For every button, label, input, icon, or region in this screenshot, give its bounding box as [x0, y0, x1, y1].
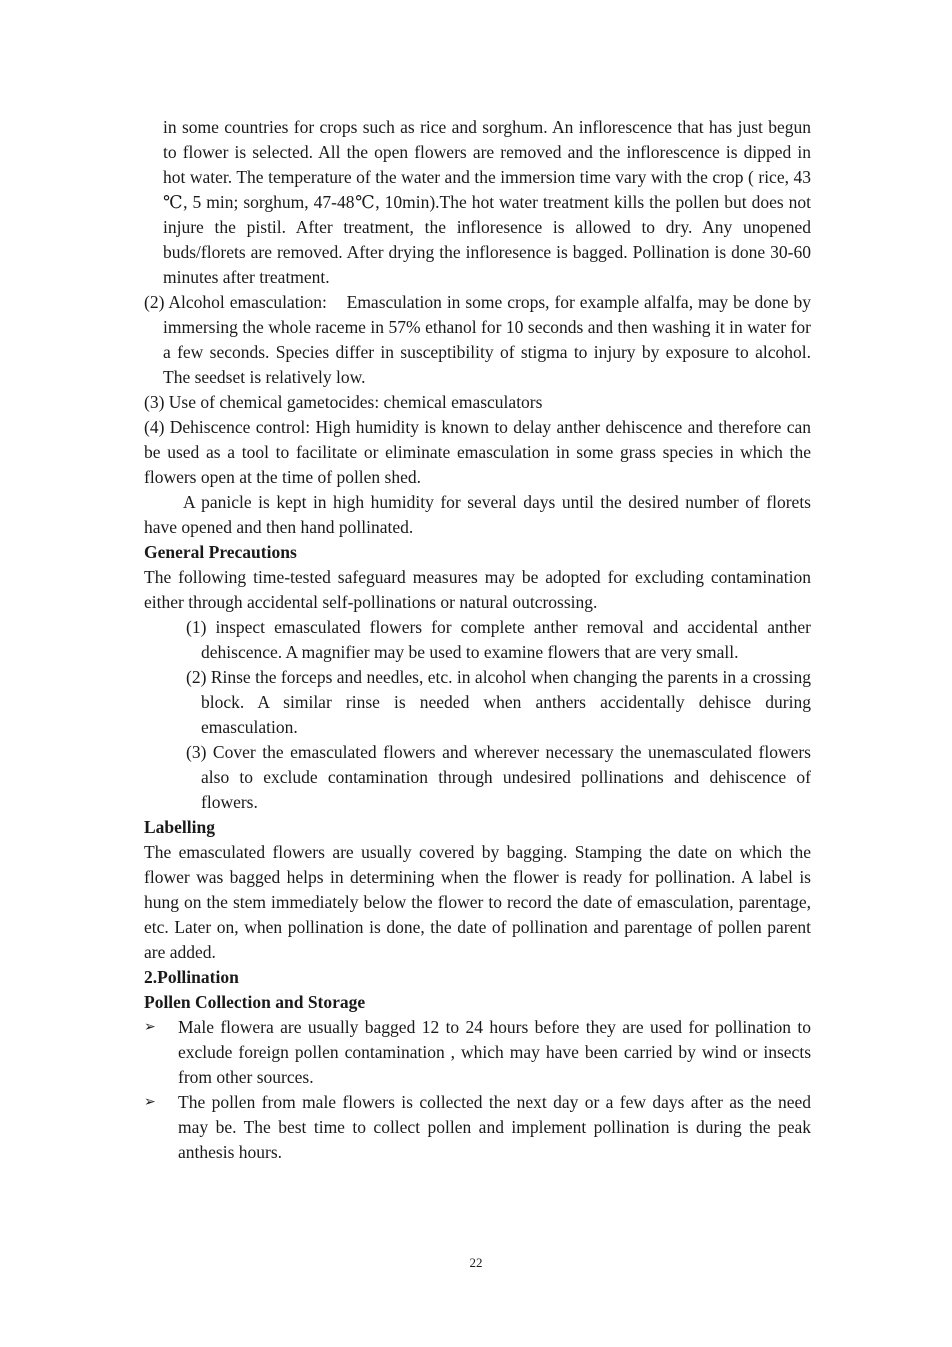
- precaution-item: (1) inspect emasculated flowers for complete anther removal and accidental anther dehiscence. A magnifier may be used to examine flowers that are very small.: [186, 617, 811, 662]
- dehiscence-control-paragraph: (4) Dehiscence control: High humidity is known to delay anther dehiscence and therefore can be used as a tool to facilitate or eliminate emasculation in some grass species in which the flowers open at the time of pollen shed.: [144, 417, 811, 487]
- page-number: 22: [469, 1255, 483, 1270]
- arrow-bullet-icon: ➢: [144, 1094, 156, 1110]
- precaution-item: (2) Rinse the forceps and needles, etc. in alcohol when changing the parents in a crossing block. A similar rinse is needed when anthers accidentally dehisce during emasculation.: [186, 667, 811, 737]
- bullet-item: [144, 1090, 811, 1165]
- bullet-text: The pollen from male flowers is collected the next day or a few days after as the need may be. The best time to collect pollen and implement pollination is during the peak anthesis hours.: [178, 1092, 811, 1162]
- precautions-intro: The following time-tested safeguard measures may be adopted for excluding contamination either through accidental self-pollinations or natural outcrossing.: [144, 567, 811, 612]
- labelling-heading: Labelling: [144, 817, 215, 837]
- general-precautions-heading: General Precautions: [144, 542, 297, 562]
- pollination-heading: 2.Pollination: [144, 967, 239, 987]
- bullet-text: Male flowera are usually bagged 12 to 24 hours before they are used for pollination to exclude foreign pollen contamination , which may have been carried by wind or insects from other sources.: [178, 1017, 811, 1087]
- arrow-bullet-icon: ➢: [144, 1019, 156, 1035]
- page-content: [144, 115, 811, 1165]
- pollen-collection-heading: Pollen Collection and Storage: [144, 992, 366, 1012]
- labelling-paragraph: The emasculated flowers are usually covered by bagging. Stamping the date on which the flower was bagged helps in determining when the flower is ready for pollination. A label is hung on the stem immediately below the flower to record the date of emasculation, parentage, etc. Later on, when pollination is done, the date of pollination and parentage of pollen parent are added.: [144, 842, 811, 962]
- chemical-gametocides-paragraph: (3) Use of chemical gametocides: chemical emasculators: [144, 392, 543, 412]
- panicle-paragraph: A panicle is kept in high humidity for several days until the desired number of florets have opened and then hand pollinated.: [144, 492, 811, 537]
- bullet-item: [144, 1015, 811, 1090]
- precaution-item: (3) Cover the emasculated flowers and wherever necessary the unemasculated flowers also to exclude contamination through undesired pollinations and dehiscence of flowers.: [186, 742, 811, 812]
- hot-water-paragraph: in some countries for crops such as rice and sorghum. An inflorescence that has just begun to flower is selected. All the open flowers are removed and the inflorescence is dipped in hot water. The temperature of the water and the immersion time vary with the crop ( rice, 43 ℃, 5 min; sorghum, 47-48℃, 10min).The hot water treatment kills the pollen but does not injure the pistil. After treatment, the infloresence is allowed to dry. Any unopened buds/florets are removed. After drying the infloresence is bagged. Pollination is done 30-60 minutes after treatment.: [163, 117, 811, 287]
- alcohol-emasculation-paragraph: (2) Alcohol emasculation: Emasculation in some crops, for example alfalfa, may be done by immersing the whole raceme in 57% ethanol for 10 seconds and then washing it in water for a few seconds. Species differ in susceptibility of stigma to injury by exposure to alcohol. The seedset is relatively low.: [144, 292, 811, 387]
